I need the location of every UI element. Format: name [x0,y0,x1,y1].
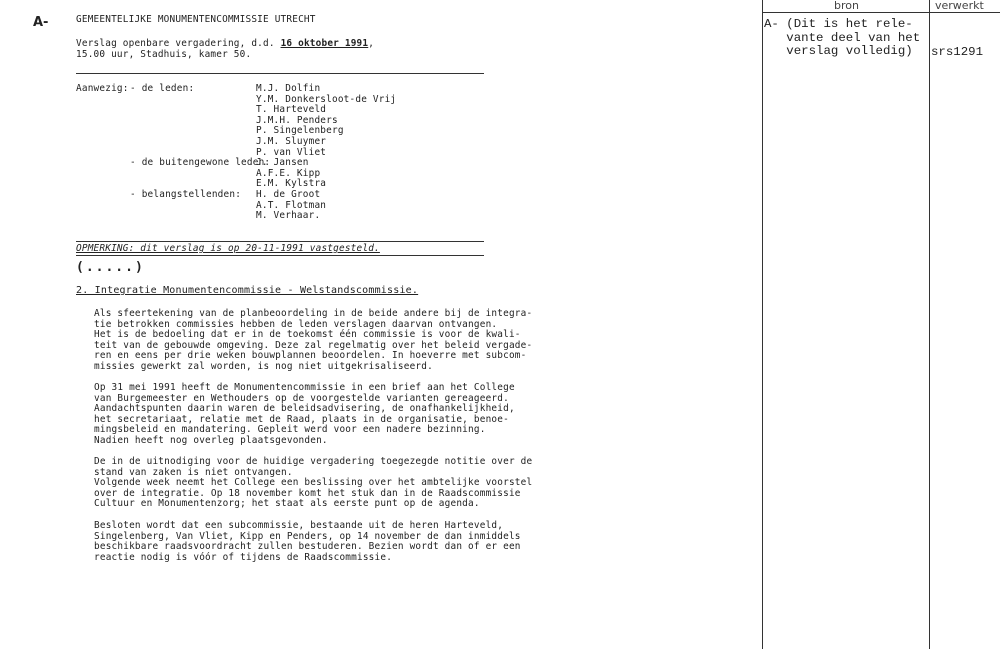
section-heading: 2. Integratie Monumentencommissie - Welstandscommissie. [76,285,419,296]
bron-note: A- (Dit is het rele- vante deel van het verslag volledig) [764,17,921,58]
annotation-column [762,0,1000,649]
document-marker: A- [33,15,49,30]
attendee-name: H. de Groot [256,188,321,200]
role-members: - de leden: [130,83,195,94]
attendee-name: J.M.H. Penders [256,114,338,126]
header-verwerkt: verwerkt [935,0,984,12]
header-rule [762,12,1000,13]
divider-remark-top [76,241,484,242]
paragraph-2: Op 31 mei 1991 heeft de Monumentencommissie in een brief aan het College van Burgemeester en Wethouders op de voorgestelde varianten gereageerd. Aandachtspunten daarin waren de beleidsadvisering, de onafhankelijkheid, het secretariaat, relatie met de Raad, plaats in de organisatie, benoe- mingsbeleid en mandatering. Gepleit werd voor een nadere bezinning. Nadien heeft nog overleg plaatsgevonden. [94,382,515,446]
remark-note: OPMERKING: dit verslag is op 20-11-1991 vastgesteld. [76,243,380,254]
column-border-left [762,0,763,649]
attendee-name: M.J. Dolfin [256,83,321,94]
attendee-name: T. Harteveld [256,104,327,116]
attendee-name: M. Verhaar. [256,210,321,222]
attendee-name: Y.M. Donkersloot-de Vrij [256,93,397,105]
divider-top [76,73,484,74]
organization-title: GEMEENTELIJKE MONUMENTENCOMMISSIE UTRECHT [76,14,316,25]
attendee-name: J.M. Sluymer [256,135,327,147]
attendee-name: A.T. Flotman [256,199,327,211]
column-border-middle [929,0,930,649]
meeting-date: 16 oktober 1991 [280,38,369,49]
meeting-line-prefix: Verslag openbare vergadering, d.d. [76,38,281,49]
attendee-name: A.F.E. Kipp [256,167,321,179]
paragraph-1: Als sfeertekening van de planbeoordeling in de beide andere bij de integra- tie betrokken commissies hebben de leden verslagen daarvan ontvangen. Het is de bedoeling dat er in de toekomst één commissie is voor de kwali- teit van de gebouwde omgeving. Deze zal regelmatig over het beleid vergade- ren en eens per drie weken bouwplannen beoordelen. In hoeverre met subcom- missies gewerkt zal worden, is nog niet uitgekrisaliseerd. [94,308,533,372]
role-extraordinary-members: - de buitengewone leden: [130,157,271,168]
attendance-label: Aanwezig: [76,83,129,94]
role-interested-parties: - belangstellenden: [130,189,242,200]
attendee-name: P. van Vliet [256,146,327,158]
meeting-line-suffix: , [368,38,375,49]
attendee-name: E.M. Kylstra [256,178,327,190]
attendee-name: P. Singelenberg [256,125,344,137]
omission-marker: (.....) [76,260,145,275]
header-bron: bron [834,0,859,12]
meeting-line-1 [76,39,374,50]
verwerkt-code: srs1291 [931,45,984,59]
paragraph-3: De in de uitnodiging voor de huidige vergadering toegezegde notitie over de stand van zaken is niet ontvangen. Volgende week neemt het College een beslissing over het ambtelijke voorstel over de integratie. Op 18 november komt het stuk dan in de Raadscommissie Cultuur en Monumentenzorg; het staat als eerste punt op de agenda. [94,456,533,510]
attendee-name: J. Jansen [256,157,309,169]
attendee-list [256,84,396,222]
meeting-line-2: 15.00 uur, Stadhuis, kamer 50. [76,49,252,60]
divider-remark-bottom [76,255,484,256]
paragraph-4: Besloten wordt dat een subcommissie, bestaande uit de heren Harteveld, Singelenberg, Van Vliet, Kipp en Penders, op 14 november de dan inmiddels beschikbare raadsvoordracht zullen bestuderen. Bezien wordt dan of er een reactie nodig is vóór of tijdens de Raadscommissie. [94,520,521,563]
